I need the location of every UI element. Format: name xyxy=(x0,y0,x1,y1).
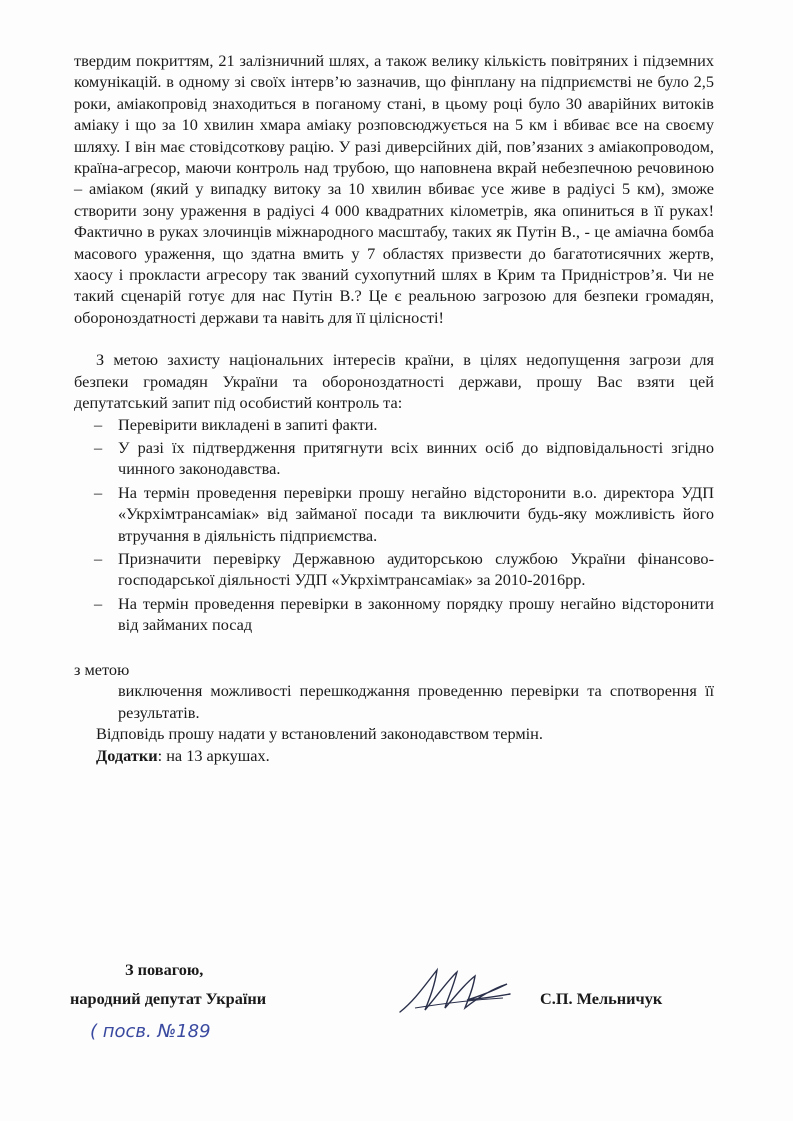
svg-text:( посв. №189: ( посв. №189 xyxy=(90,1021,211,1042)
signature-icon xyxy=(395,960,515,1020)
attachments: Додатки: на 13 аркушах. xyxy=(96,745,270,765)
document-body xyxy=(74,50,714,766)
paragraph-1: твердим покриттям, 21 залізничний шлях, а також велику кількість повітряних і підземних комунікацій. в одному зі своїх інтерв’ю зазначив, що фінплану на підприємстві не було 2,5 роки, аміакопровід знаходиться в поганому стані, в цьому році було 30 аварійних витоків аміаку і що за 10 хвилин хмара аміаку розповсюджується на 5 км і вбиває все на своєму шляху. І він має стовідсоткову рацію. У разі диверсійних дій, пов’язаних з аміакопроводом, країна-агресор, маючи контроль над трубою, що наповнена вкрай небезпечною речовиною – аміаком (який у випадку витоку за 10 хвилин вбиває усе живе в радіусі 5 км), зможе створити зону ураження в радіусі 4 000 квадратних кілометрів, яка опиниться в її руках! Фактично в руках злочинців міжнародного масштабу, таких як Путін В., - це аміачна бомба масового ураження, що здатна вмить у 7 областях призвести до багатотисячних жертв, хаосу і прокласти агресору так званий сухопутний шлях в Крим та Придністров’я. Чи не такий сценарій готує для нас Путін В.? Це є реальною загрозою для безпеки громадян, обороноздатності держави та навіть для її цілісності! xyxy=(74,51,714,327)
handwritten-note-icon xyxy=(90,1015,230,1045)
author-name: С.П. Мельничук xyxy=(540,989,663,1008)
request-list xyxy=(74,414,714,636)
list-item: – На термін проведення перевірки прошу негайно відсторонити в.о. директора УДП «Укрхімтрансаміак» від займаної посади та виключити будь-яку можливість його втручання в діяльність підприємства. xyxy=(94,482,714,545)
list-item: – У разі їх підтвердження притягнути всіх винних осіб до відповідальності згідно чинного законодавства. xyxy=(94,437,714,479)
list-continuation: виключення можливості перешкоджання проведенню перевірки та спотворення її результатів. xyxy=(118,681,714,722)
signature-block xyxy=(0,960,793,1040)
list-item: – Перевірити викладені в запиті факти. xyxy=(94,414,378,434)
list-continuation-right: з метою xyxy=(74,659,130,679)
answer-request: Відповідь прошу надати у встановлений законодавством термін. xyxy=(96,724,543,744)
paragraph-2: З метою захисту національних інтересів країни, в цілях недопущення загрози для безпеки громадян України та обороноздатності держави, прошу Вас взяти цей депутатський запит під особистий контроль та: xyxy=(74,350,714,413)
list-item: – На термін проведення перевірки в законному порядку прошу негайно відсторонити від займаних посад xyxy=(94,593,714,635)
regards: З повагою, xyxy=(125,960,204,979)
author-position: народний депутат України xyxy=(70,989,267,1008)
list-item: – Призначити перевірку Державною аудиторською службою України фінансово-господарської діяльності УДП «Укрхімтрансаміак» за 2010-2016рр. xyxy=(94,548,714,590)
